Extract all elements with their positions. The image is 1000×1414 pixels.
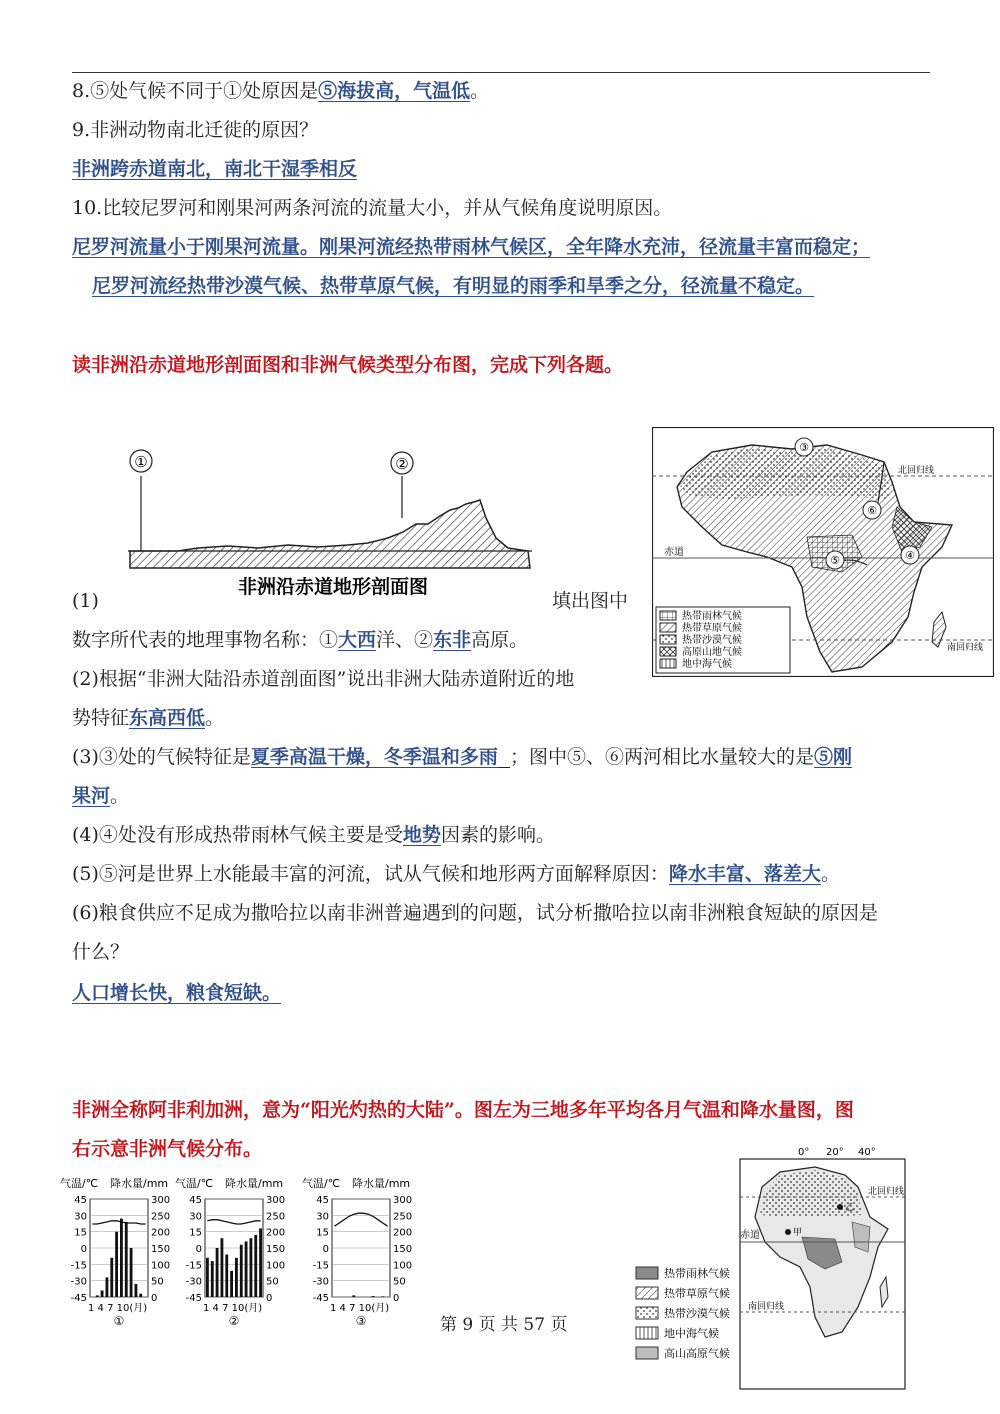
africa-climate-map-2 — [630, 1147, 910, 1392]
chart-1-precip-bar — [96, 1295, 99, 1297]
chart-1-precip-bar — [139, 1294, 142, 1297]
chart-3-temp-tick: -30 — [312, 1276, 329, 1288]
chart-2-precip-tick: 100 — [266, 1260, 286, 1272]
map2-legend-mediterranean: 地中海气候 — [664, 1327, 719, 1340]
chart-1-precip-bar — [125, 1222, 128, 1297]
p3-end: 。 — [110, 785, 130, 807]
p4-line — [72, 822, 555, 848]
legend-swatch-desert — [660, 635, 676, 644]
map2-label-tropic-n: 北回归线 — [868, 1187, 905, 1197]
q10-answer-2: 尼罗河流经热带沙漠气候、热带草原气候，有明显的雨季和旱季之分，径流量不稳定。 — [92, 275, 815, 297]
chart-3-precip-tick: 300 — [393, 1195, 413, 1206]
africa-climate-map-1 — [652, 427, 994, 677]
p2-line1: (2)根据“非洲大陆沿赤道剖面图”说出非洲大陆赤道附近的地 — [72, 668, 575, 690]
map2-legend-desert: 热带沙漠气候 — [664, 1307, 730, 1320]
map2-label-equator: 赤道 — [740, 1230, 760, 1241]
chart-2-precip-tick: 250 — [266, 1211, 286, 1223]
p3-text: (3)③处的气候特征是 — [72, 746, 251, 768]
chart-3-precip-tick: 0 — [393, 1293, 400, 1304]
profile-title: 非洲沿赤道地形剖面图 — [237, 576, 429, 598]
legend-swatch-highland — [660, 647, 676, 656]
climate-charts — [60, 1175, 440, 1335]
legend-label-desert: 热带沙漠气候 — [682, 635, 742, 646]
chart-2-temp-tick: -30 — [185, 1276, 202, 1288]
q8-line — [72, 78, 489, 104]
chart-2-precip-bar — [235, 1258, 238, 1297]
chart-2-precip-tick: 50 — [266, 1276, 279, 1288]
chart-1-precip-bar — [110, 1258, 113, 1297]
chart-1-precip-tick: 200 — [151, 1227, 171, 1239]
section2-heading: 读非洲沿赤道地形剖面图和非洲气候类型分布图，完成下列各题。 — [72, 354, 624, 376]
map2-legend-swatch-savanna — [636, 1287, 658, 1299]
chart-1-temp-tick: 0 — [80, 1244, 87, 1255]
map2-label-tropic-s: 南回归线 — [748, 1302, 785, 1312]
p1-line2 — [72, 627, 528, 653]
chart-1-precip-tick: 150 — [151, 1244, 171, 1255]
p1-fill-prompt: 填出图中 — [552, 590, 629, 612]
p1-answer-1: 大西 — [338, 629, 377, 651]
q8-end: 。 — [470, 80, 490, 102]
p2-end: 。 — [205, 707, 225, 729]
legend-label-rainforest: 热带雨林气候 — [682, 611, 742, 622]
p6-line1: (6)粮食供应不足成为撒哈拉以南非洲普遍遇到的问题，试分析撒哈拉以南非洲粮食短缺的原因是 — [72, 902, 878, 924]
chart-1-temp-tick: -15 — [70, 1260, 87, 1272]
legend-label-savanna: 热带草原气候 — [682, 623, 742, 634]
map1-mark-3-label: ③ — [799, 441, 809, 454]
chart-1-temp-axis-label: 气温/℃ — [60, 1177, 99, 1190]
p4-text: (4)④处没有形成热带雨林气候主要是受 — [72, 824, 403, 846]
chart-2-precip-axis-label: 降水量/mm — [225, 1177, 284, 1190]
map2-lon-40: 40° — [858, 1147, 876, 1158]
chart-2-precip-bar — [254, 1235, 257, 1297]
map2-lon-0: 0° — [798, 1147, 810, 1158]
chart-2-precip-tick: 300 — [266, 1195, 286, 1206]
p6-line2: 什么？ — [72, 941, 130, 963]
map2-point-yi — [837, 1204, 843, 1210]
chart-1-temp-tick: -45 — [70, 1293, 87, 1304]
map2-legend-swatch-mediterranean — [636, 1327, 658, 1339]
map2-point-jia — [785, 1229, 791, 1235]
p3-text-2: ；图中⑤、⑥两河相比水量较大的是 — [510, 746, 815, 768]
chart-3-precip-tick: 100 — [393, 1260, 413, 1272]
p4-answer: 地势 — [402, 824, 441, 846]
chart-3-precip-tick: 150 — [393, 1244, 413, 1255]
chart-3-temp-tick: 45 — [316, 1195, 329, 1206]
chart-2-temp-tick: 45 — [189, 1195, 202, 1206]
chart-3-x-label: 1 4 7 10(月) — [330, 1303, 390, 1314]
p2-answer: 东高西低 — [129, 707, 206, 729]
p3-answer-2a: ⑤刚 — [814, 746, 853, 768]
p1-prefix: (1) — [72, 590, 99, 612]
chart-2-temp-tick: 0 — [195, 1244, 202, 1255]
chart-1-temp-tick: 30 — [74, 1211, 87, 1223]
chart-1-precip-bar — [135, 1284, 138, 1297]
chart-2-temp-tick: -15 — [185, 1260, 202, 1272]
legend-label-highland: 高原山地气候 — [682, 647, 742, 658]
p1-text-2: 洋、② — [376, 629, 434, 651]
map2-legend-swatch-desert — [636, 1307, 658, 1319]
map1-label-equator: 赤道 — [664, 547, 684, 558]
chart-3-temp-tick: 30 — [316, 1211, 329, 1223]
map1-mark-6-label: ⑥ — [867, 504, 877, 517]
chart-2-precip-tick: 200 — [266, 1227, 286, 1239]
chart-1-precip-axis-label: 降水量/mm — [110, 1177, 169, 1190]
chart-2-precip-tick: 150 — [266, 1244, 286, 1255]
map2-legend-swatch-rainforest — [636, 1267, 658, 1279]
chart-3-precip-axis-label: 降水量/mm — [352, 1177, 411, 1190]
chart-1-precip-tick: 0 — [151, 1293, 158, 1304]
chart-3-temp-axis-label: 气温/℃ — [302, 1177, 341, 1190]
p5-end: 。 — [820, 863, 840, 885]
map2-label-yi: 乙 — [845, 1203, 855, 1213]
p5-answer: 降水丰富、落差大 — [668, 863, 821, 885]
chart-2-precip-bar — [245, 1241, 248, 1297]
chart-1-precip-tick: 300 — [151, 1195, 171, 1206]
chart-2-temp-tick: 30 — [189, 1211, 202, 1223]
legend-swatch-rainforest — [660, 611, 676, 620]
p3-line2 — [72, 783, 129, 809]
chart-3-precip-tick: 200 — [393, 1227, 413, 1239]
p4-text-2: 因素的影响。 — [440, 824, 555, 846]
map2-lon-20: 20° — [826, 1147, 844, 1158]
q8-text: 8.⑤处气候不同于①处原因是 — [72, 80, 319, 102]
chart-3-precip-tick: 250 — [393, 1211, 413, 1223]
p3-answer-1: 夏季高温干燥，冬季温和多雨 — [250, 746, 498, 768]
chart-2-precip-bar — [240, 1245, 243, 1297]
marker-1-label: ① — [134, 453, 148, 471]
chart-3-precip-bar — [352, 1295, 355, 1297]
q9-question: 9.非洲动物南北迁徙的原因？ — [72, 119, 319, 141]
p2-text: 势特征 — [72, 707, 130, 729]
chart-1-temp-tick: 45 — [74, 1195, 87, 1206]
chart-1-precip-bar — [106, 1277, 109, 1297]
q8-answer: ⑤海拔高，气温低 — [318, 80, 471, 102]
chart-2-precip-bar — [250, 1238, 253, 1297]
legend-swatch-savanna — [660, 623, 676, 632]
map1-label-tropic-s: 南回归线 — [947, 643, 984, 653]
section3-line2: 右示意非洲气候分布。 — [72, 1138, 263, 1160]
chart-1-precip-tick: 250 — [151, 1211, 171, 1223]
terrain-profile-shape — [130, 500, 530, 568]
chart-2-temp-axis-label: 气温/℃ — [175, 1177, 214, 1190]
chart-1-temp-tick: -30 — [70, 1276, 87, 1288]
chart-1-precip-tick: 100 — [151, 1260, 171, 1272]
map1-mark-4-label: ④ — [905, 549, 915, 562]
p2-line2 — [72, 705, 224, 731]
q10-answer-1: 尼罗河流量小于刚果河流量。刚果河流经热带雨林气候区，全年降水充沛，径流量丰富而稳定； — [72, 236, 871, 258]
chart-3-precip-bar — [372, 1296, 375, 1297]
chart-1-temp-tick: 15 — [74, 1227, 87, 1239]
chart-2-precip-bar — [206, 1258, 209, 1297]
p1-text-3: 高原。 — [471, 629, 529, 651]
chart-2-precip-tick: 0 — [266, 1293, 273, 1304]
chart-2-precip-bar — [225, 1255, 228, 1297]
chart-3-temp-tick: -45 — [312, 1293, 329, 1304]
chart-3-precip-bar — [381, 1296, 384, 1297]
chart-2-id: ② — [228, 1314, 240, 1328]
map1-label-tropic-n: 北回归线 — [898, 466, 935, 476]
map2-legend-swatch-highland — [636, 1347, 658, 1359]
chart-1-precip-tick: 50 — [151, 1276, 164, 1288]
q10-question: 10.比较尼罗河和刚果河两条河流的流量大小，并从气候角度说明原因。 — [72, 197, 673, 219]
chart-1-precip-bar — [115, 1232, 118, 1297]
chart-3-precip-tick: 50 — [393, 1276, 406, 1288]
map2-label-jia: 甲 — [793, 1228, 803, 1238]
p1-answer-2: 东非 — [433, 629, 472, 651]
chart-1-x-label: 1 4 7 10(月) — [88, 1303, 148, 1314]
page-number: 第 9 页 共 57 页 — [440, 1315, 568, 1335]
marker-2-label: ② — [395, 455, 409, 473]
chart-2-precip-bar — [230, 1271, 233, 1297]
chart-1-id: ① — [113, 1314, 125, 1328]
top-rule — [72, 72, 930, 73]
map2-legend-savanna: 热带草原气候 — [664, 1287, 730, 1300]
map1-mark-5-label: ⑤ — [830, 554, 840, 567]
legend-label-mediterranean: 地中海气候 — [682, 659, 732, 670]
p5-line — [72, 861, 840, 887]
p1-text: 数字所代表的地理事物名称：① — [72, 629, 339, 651]
p3-line1 — [72, 744, 852, 770]
chart-3-temp-tick: 0 — [322, 1244, 329, 1255]
chart-2-precip-bar — [211, 1261, 214, 1297]
section3-line1: 非洲全称阿非利加洲，意为“阳光灼热的大陆”。图左为三地多年平均各月气温和降水量图，图 — [72, 1099, 854, 1121]
chart-1-precip-bar — [120, 1219, 123, 1297]
p3-answer-2b: 果河 — [72, 785, 111, 807]
chart-3-id: ③ — [355, 1314, 367, 1328]
p6-answer: 人口增长快，粮食短缺。 — [72, 982, 282, 1004]
chart-2-precip-bar — [259, 1228, 262, 1297]
q9-answer: 非洲跨赤道南北，南北干湿季相反 — [72, 158, 358, 180]
p5-text: (5)⑤河是世界上水能最丰富的河流，试从气候和地形两方面解释原因： — [72, 863, 669, 885]
chart-3-temp-tick: 15 — [316, 1227, 329, 1239]
chart-2-precip-bar — [216, 1248, 219, 1297]
chart-2-precip-bar — [221, 1238, 224, 1297]
terrain-profile-figure — [128, 448, 538, 598]
chart-3-temp-tick: -15 — [312, 1260, 329, 1272]
chart-1-precip-bar — [101, 1290, 104, 1297]
chart-2-x-label: 1 4 7 10(月) — [203, 1303, 263, 1314]
map2-legend-highland: 高山高原气候 — [664, 1347, 730, 1360]
chart-1-precip-bar — [130, 1248, 133, 1297]
legend-swatch-mediterranean — [660, 659, 676, 668]
map2-legend-rainforest: 热带雨林气候 — [664, 1267, 730, 1280]
chart-2-temp-tick: -45 — [185, 1293, 202, 1304]
chart-2-temp-tick: 15 — [189, 1227, 202, 1239]
